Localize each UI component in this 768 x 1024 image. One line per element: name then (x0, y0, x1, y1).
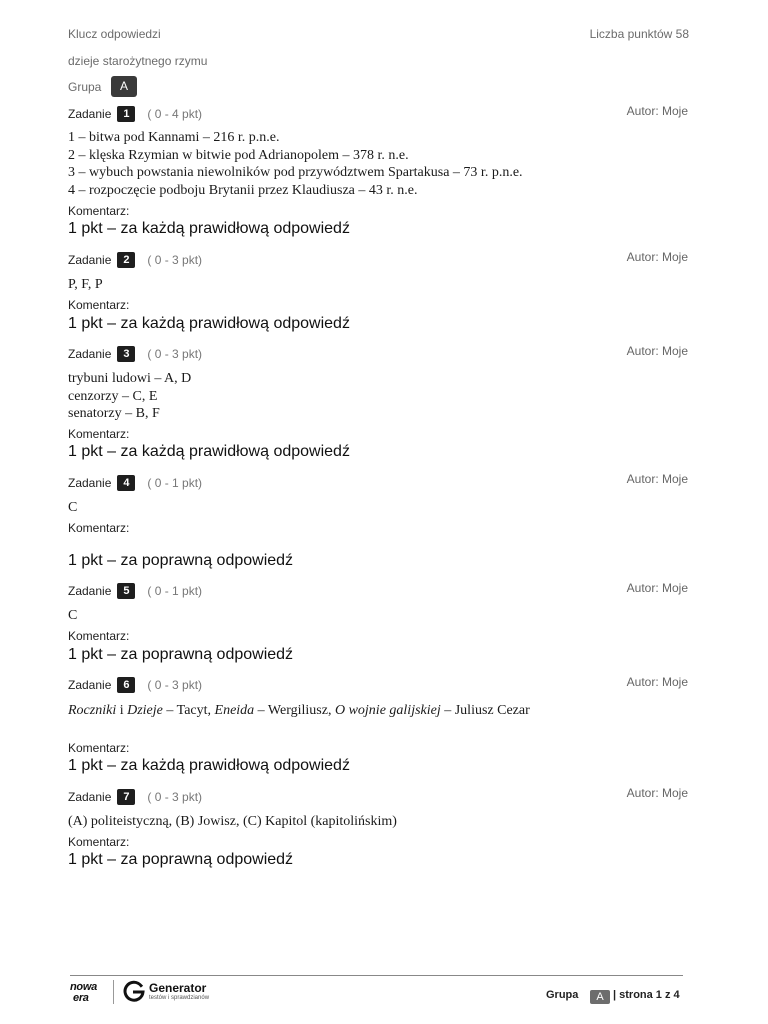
scoring-criterion: 1 pkt – za każdą prawidłową odpowiedź (68, 757, 350, 774)
logo-era-text: era (73, 992, 89, 1004)
subject-title: dzieje starożytnego rzymu (68, 54, 208, 68)
task-4-answer (68, 499, 77, 517)
answer-line: C (68, 500, 78, 515)
task-6-header (68, 677, 202, 693)
task-7-answer (68, 813, 397, 831)
answer-line: (A) politeistyczną, (B) Jowisz, (C) Kapitol (kapitolińskim) (68, 814, 397, 829)
task-5-answer (68, 607, 77, 625)
task-1-header (68, 106, 202, 122)
task-label: Zadanie (68, 253, 112, 267)
scoring-criterion: 1 pkt – za poprawną odpowiedź (68, 646, 294, 663)
task-6-answer (68, 702, 530, 720)
comment-label: Komentarz: (68, 741, 130, 755)
comment-label: Komentarz: (68, 298, 130, 312)
answer-line: C (68, 608, 78, 623)
task-3-answer (68, 370, 191, 423)
task-number-badge: 2 (117, 252, 135, 268)
comment-label: Komentarz: (68, 204, 130, 218)
task-points: ( 0 - 1 pkt) (147, 584, 203, 598)
task-label: Zadanie (68, 476, 112, 490)
scoring-criterion: 1 pkt – za każdą prawidłową odpowiedź (68, 220, 350, 237)
task-number-badge: 1 (117, 106, 135, 122)
answer-line: trybuni ludowi – A, D (68, 371, 192, 386)
generator-logo (122, 979, 146, 1008)
answer-line: 2 – klęska Rzymian w bitwie pod Adrianopolem – 378 r. n.e. (68, 147, 409, 163)
task-label: Zadanie (68, 790, 112, 804)
task-number-badge: 6 (117, 677, 135, 693)
task-5-header (68, 583, 202, 599)
generator-subtitle: testów i sprawdzianów (149, 995, 210, 1001)
title-eneida: Eneida (214, 703, 255, 718)
task-points: ( 0 - 3 pkt) (147, 678, 203, 692)
generator-g-icon (122, 979, 146, 1003)
generator-title: Generator (149, 981, 207, 995)
logo-nowa-text: nowa (70, 981, 97, 993)
task-author: Autor: Moje (626, 581, 688, 595)
comment-label: Komentarz: (68, 427, 130, 441)
footer-group-badge (590, 987, 610, 1005)
answer-text: – Wergiliusz, (254, 703, 335, 718)
task-number-badge: 4 (117, 475, 135, 491)
task-1-answer (68, 129, 523, 199)
answer-line: cenzorzy – C, E (68, 388, 158, 404)
title-dzieje: Dzieje (127, 703, 163, 718)
page-indicator: | strona 1 z 4 (613, 989, 680, 1001)
task-points: ( 0 - 4 pkt) (147, 107, 203, 121)
task-2-answer (68, 276, 103, 294)
scoring-criterion: 1 pkt – za każdą prawidłową odpowiedź (68, 315, 350, 332)
task-label: Zadanie (68, 584, 112, 598)
answer-line: senatorzy – B, F (68, 406, 160, 421)
task-author: Autor: Moje (626, 472, 688, 486)
answer-text: – Tacyt, (162, 703, 215, 718)
answer-line: P, F, P (68, 277, 103, 292)
task-author: Autor: Moje (626, 675, 688, 689)
title-roczniki: Roczniki (68, 703, 117, 718)
document-title: Klucz odpowiedzi (68, 27, 161, 41)
task-author: Autor: Moje (626, 104, 688, 118)
task-points: ( 0 - 3 pkt) (147, 253, 203, 267)
group-badge-value: A (111, 76, 137, 97)
scoring-criterion: 1 pkt – za poprawną odpowiedź (68, 851, 294, 868)
task-author: Autor: Moje (626, 344, 688, 358)
task-author: Autor: Moje (626, 786, 688, 800)
task-points: ( 0 - 1 pkt) (147, 476, 203, 490)
logo-separator (113, 980, 114, 1004)
task-label: Zadanie (68, 107, 112, 121)
answer-text: i (116, 703, 128, 718)
task-number-badge: 5 (117, 583, 135, 599)
task-points: ( 0 - 3 pkt) (147, 790, 203, 804)
task-number-badge: 3 (117, 346, 135, 362)
scoring-criterion: 1 pkt – za poprawną odpowiedź (68, 552, 294, 569)
footer-divider (70, 975, 683, 976)
task-label: Zadanie (68, 678, 112, 692)
nowa-era-logo (70, 982, 106, 1006)
scoring-criterion: 1 pkt – za każdą prawidłową odpowiedź (68, 443, 350, 460)
task-3-header (68, 346, 202, 362)
task-7-header (68, 789, 202, 805)
answer-line: 3 – wybuch powstania niewolników pod przywództwem Spartakusa – 73 r. p.n.e. (68, 165, 523, 180)
group-label: Grupa (68, 80, 102, 94)
answer-text: – Juliusz Cezar (440, 703, 530, 718)
task-label: Zadanie (68, 347, 112, 361)
points-total: Liczba punktów 58 (589, 27, 689, 41)
answer-line: 4 – rozpoczęcie podboju Brytanii przez Klaudiusza – 43 r. n.e. (68, 182, 418, 198)
task-2-header (68, 252, 202, 268)
comment-label: Komentarz: (68, 835, 130, 849)
comment-label: Komentarz: (68, 521, 130, 535)
comment-label: Komentarz: (68, 629, 130, 643)
task-number-badge: 7 (117, 789, 135, 805)
footer-group-label: Grupa (546, 989, 579, 1001)
footer-group-value: A (590, 990, 610, 1004)
task-author: Autor: Moje (626, 250, 688, 264)
title-o-wojnie-galijskiej: O wojnie galijskiej (334, 703, 441, 718)
task-4-header (68, 475, 202, 491)
task-points: ( 0 - 3 pkt) (147, 347, 203, 361)
answer-line: 1 – bitwa pod Kannami – 216 r. p.n.e. (68, 130, 280, 145)
group-badge (111, 76, 137, 97)
